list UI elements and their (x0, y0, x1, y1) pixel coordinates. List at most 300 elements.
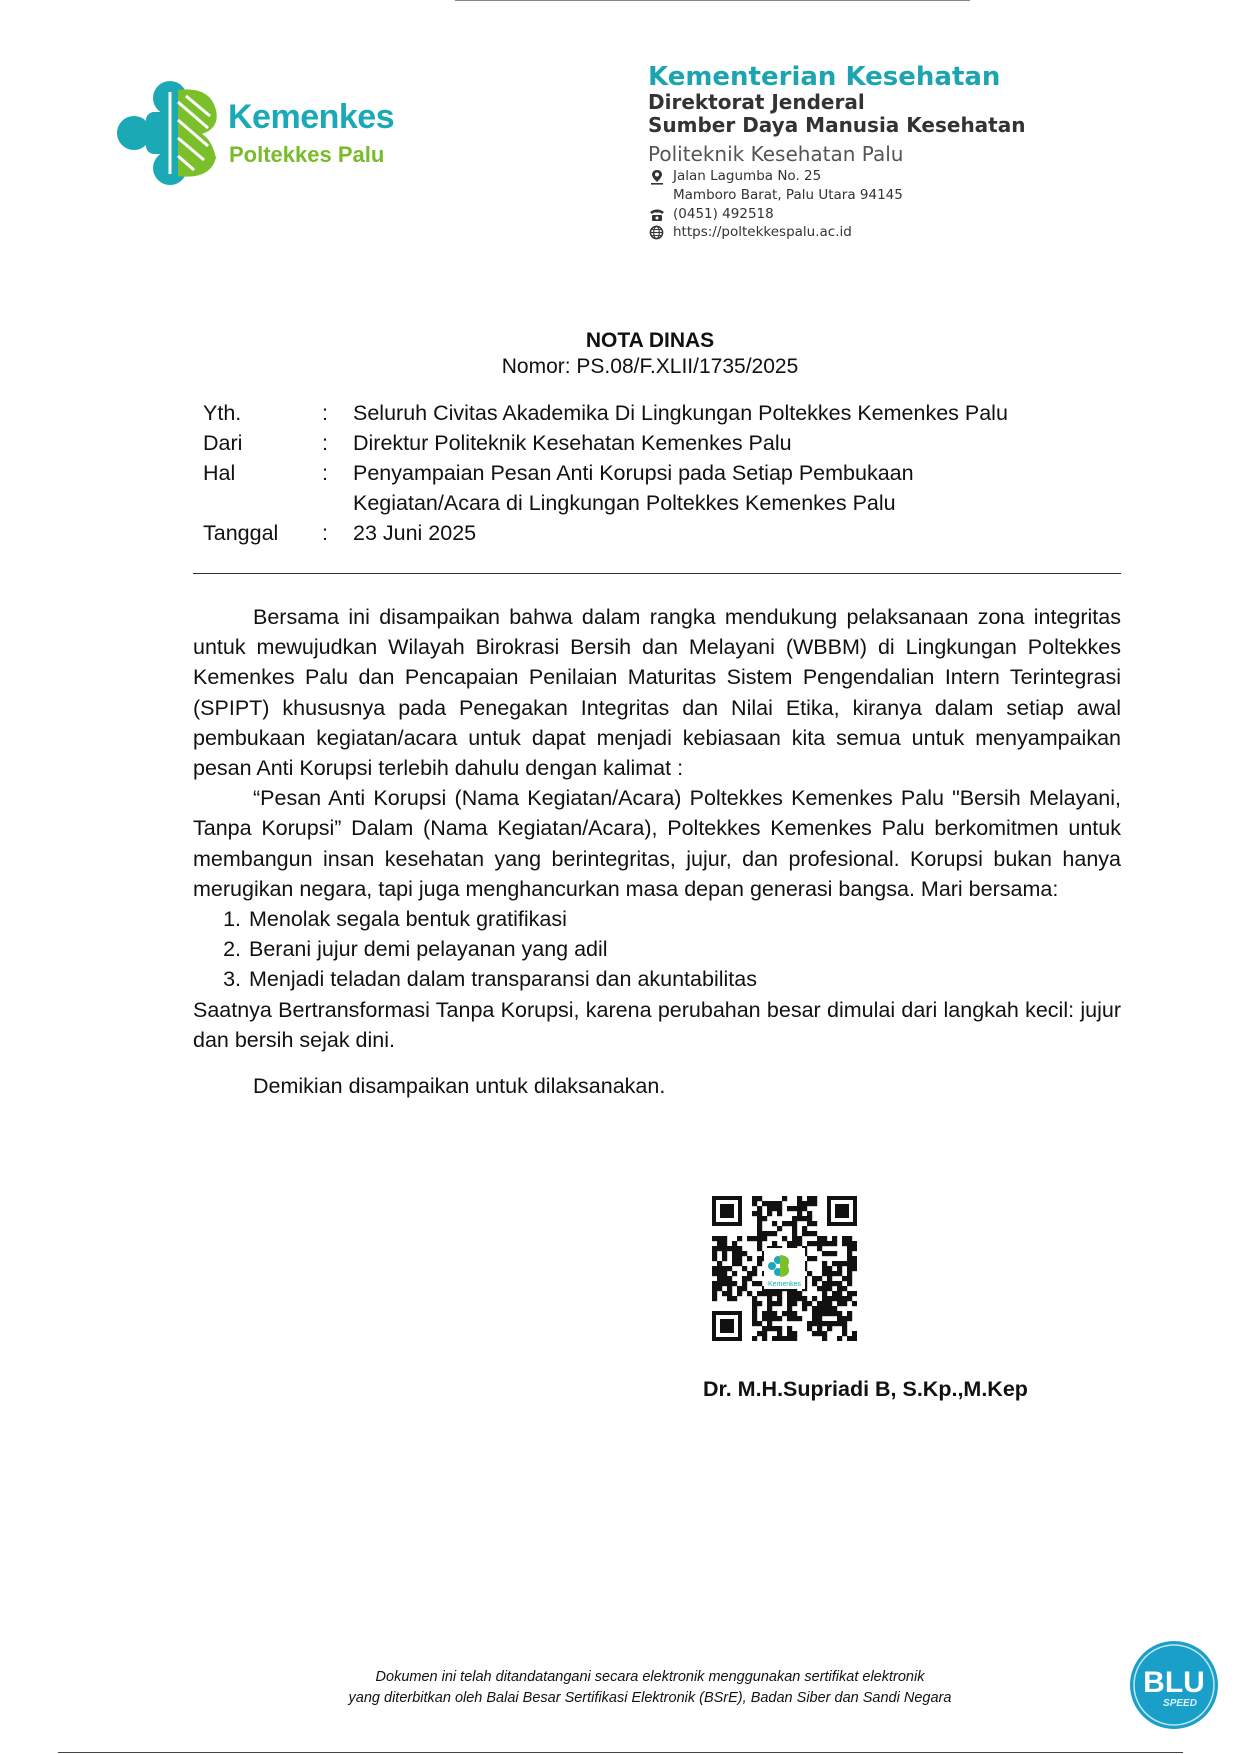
qr-module (827, 1281, 832, 1286)
qr-module (762, 1316, 767, 1321)
qr-module (837, 1316, 842, 1321)
qr-module (767, 1301, 772, 1306)
qr-module (722, 1251, 727, 1256)
qr-module (762, 1291, 767, 1296)
e-signature-note-line-2: yang diterbitkan oleh Balai Besar Sertifikasi Elektronik (BSrE), Badan Siber dan Sandi Negara (348, 1690, 952, 1706)
qr-module (787, 1296, 792, 1301)
blu-speed-badge (1128, 1639, 1220, 1731)
qr-module (837, 1271, 842, 1276)
qr-module (752, 1306, 757, 1311)
qr-module (847, 1336, 852, 1341)
address-text-2: Mamboro Barat, Palu Utara 94145 (673, 187, 903, 203)
qr-module (807, 1321, 812, 1326)
qr-module (807, 1211, 812, 1216)
qr-module (812, 1241, 817, 1246)
qr-module (767, 1211, 772, 1216)
qr-module (757, 1196, 762, 1201)
qr-module (777, 1296, 782, 1301)
qr-module (717, 1276, 722, 1281)
qr-module (742, 1266, 747, 1271)
qr-module (792, 1311, 797, 1316)
qr-module (732, 1241, 737, 1246)
qr-module (762, 1216, 767, 1221)
qr-module (842, 1296, 847, 1301)
qr-module (757, 1261, 762, 1266)
qr-module (752, 1321, 757, 1326)
qr-module (827, 1276, 832, 1281)
qr-module (772, 1291, 777, 1296)
qr-module (757, 1226, 762, 1231)
qr-module (847, 1236, 852, 1241)
qr-module (847, 1241, 852, 1246)
qr-module (847, 1266, 852, 1271)
qr-module (817, 1301, 822, 1306)
qr-module (787, 1311, 792, 1316)
telephone-icon (649, 207, 665, 222)
qr-module (832, 1321, 837, 1326)
qr-module (802, 1206, 807, 1211)
qr-module (717, 1261, 722, 1266)
tanggal-label: Tanggal (203, 521, 279, 545)
qr-module (822, 1306, 827, 1311)
qr-module (832, 1261, 837, 1266)
qr-module (722, 1241, 727, 1246)
qr-module (837, 1286, 842, 1291)
qr-module (812, 1196, 817, 1201)
qr-module (807, 1241, 812, 1246)
qr-module (782, 1311, 787, 1316)
qr-module (792, 1291, 797, 1296)
qr-module (757, 1321, 762, 1326)
qr-module (837, 1261, 842, 1266)
qr-module (767, 1206, 772, 1211)
qr-module (827, 1296, 832, 1301)
qr-module (757, 1291, 762, 1296)
qr-module (762, 1326, 767, 1331)
hal-separator: : (322, 461, 328, 485)
qr-module (732, 1296, 737, 1301)
qr-module (717, 1236, 722, 1241)
qr-module (772, 1231, 777, 1236)
qr-module (762, 1236, 767, 1241)
qr-module (837, 1266, 842, 1271)
qr-module (827, 1266, 832, 1271)
qr-module (792, 1216, 797, 1221)
hal-label: Hal (203, 461, 236, 485)
qr-module (762, 1336, 767, 1341)
ministry-name: Kementerian Kesehatan (648, 62, 1001, 92)
tanggal-value: 23 Juni 2025 (353, 521, 477, 545)
qr-module (782, 1236, 787, 1241)
signer-name: Dr. M.H.Supriadi B, S.Kp.,M.Kep (703, 1377, 1028, 1401)
document-number: Nomor: PS.08/F.XLII/1735/2025 (501, 355, 799, 378)
bottom-rule (58, 1752, 1183, 1753)
qr-module (822, 1311, 827, 1316)
qr-module (832, 1271, 837, 1276)
qr-module (757, 1246, 762, 1251)
badge-subtext: SPEED (1163, 1698, 1197, 1709)
website-text: https://poltekkespalu.ac.id (673, 224, 852, 240)
list-item: 2. Berani jujur demi pelayanan yang adil (247, 934, 1121, 964)
qr-module (812, 1316, 817, 1321)
qr-module (797, 1216, 802, 1221)
qr-module (812, 1321, 817, 1326)
qr-module (837, 1301, 842, 1306)
qr-module (847, 1276, 852, 1281)
qr-module (747, 1236, 752, 1241)
signature-qr-code (712, 1196, 857, 1341)
qr-module (822, 1296, 827, 1301)
qr-module (807, 1221, 812, 1226)
qr-module (772, 1201, 777, 1206)
qr-module (777, 1316, 782, 1321)
qr-module (712, 1271, 717, 1276)
qr-module (847, 1256, 852, 1261)
document-title: NOTA DINAS (585, 329, 715, 352)
qr-module (737, 1291, 742, 1296)
qr-module (822, 1251, 827, 1256)
qr-module (792, 1316, 797, 1321)
top-rule (455, 0, 970, 1)
qr-module (832, 1281, 837, 1286)
qr-module (757, 1241, 762, 1246)
qr-module (847, 1271, 852, 1276)
badge-text: BLU (1143, 1666, 1205, 1699)
yth-value: Seluruh Civitas Akademika Di Lingkungan Poltekkes Kemenkes Palu (353, 401, 1008, 425)
qr-module (757, 1221, 762, 1226)
qr-module (852, 1266, 857, 1271)
qr-module (752, 1281, 757, 1286)
qr-module (737, 1236, 742, 1241)
qr-module (842, 1331, 847, 1336)
qr-module (757, 1231, 762, 1236)
yth-separator: : (322, 401, 328, 425)
qr-module (817, 1246, 822, 1251)
qr-module (787, 1301, 792, 1306)
qr-module (847, 1296, 852, 1301)
qr-module (812, 1221, 817, 1226)
logo-subtitle: Poltekkes Palu (229, 142, 385, 167)
qr-module (812, 1201, 817, 1206)
qr-module (797, 1201, 802, 1206)
qr-module (717, 1246, 722, 1251)
qr-module (742, 1251, 747, 1256)
qr-module (712, 1246, 717, 1251)
qr-module (737, 1286, 742, 1291)
paragraph-closing: Demikian disampaikan untuk dilaksanakan. (253, 1074, 666, 1099)
qr-module (807, 1271, 812, 1276)
qr-module (802, 1301, 807, 1306)
paragraph-message: “Pesan Anti Korupsi (Nama Kegiatan/Acara) Poltekkes Kemenkes Palu "Bersih Melayani, Tanpa Korupsi” Dalam (Nama Kegiatan/Acara), Poltekkes Kemenkes Palu berkomitmen untuk membangun insan kesehatan yang berintegritas, jujur, dan profesional. Korupsi bukan hanya merugikan negara, tapi juga menghancurkan masa depan generasi bangsa. Mari bersama: (193, 786, 1121, 901)
qr-module (767, 1326, 772, 1331)
qr-module (787, 1241, 792, 1246)
qr-module (822, 1291, 827, 1296)
qr-module (757, 1281, 762, 1286)
qr-module (747, 1256, 752, 1261)
qr-module (772, 1336, 777, 1341)
qr-module (802, 1226, 807, 1231)
logo-name: Kemenkes (228, 98, 395, 136)
qr-module (787, 1291, 792, 1296)
qr-module (792, 1241, 797, 1246)
qr-module (747, 1291, 752, 1296)
qr-module (817, 1331, 822, 1336)
qr-module (717, 1286, 722, 1291)
qr-module (832, 1296, 837, 1301)
qr-module (757, 1211, 762, 1216)
qr-module (797, 1296, 802, 1301)
qr-module (737, 1246, 742, 1251)
qr-module (792, 1236, 797, 1241)
qr-module (842, 1261, 847, 1266)
qr-module (767, 1201, 772, 1206)
dari-separator: : (322, 431, 328, 455)
qr-module (772, 1241, 777, 1246)
qr-module (752, 1271, 757, 1276)
qr-module (832, 1236, 837, 1241)
qr-module (842, 1286, 847, 1291)
qr-module (732, 1256, 737, 1261)
qr-module (852, 1241, 857, 1246)
qr-module (767, 1291, 772, 1296)
qr-module (737, 1256, 742, 1261)
qr-module (807, 1196, 812, 1201)
paragraph-intro: Bersama ini disampaikan bahwa dalam rangka mendukung pelaksanaan zona integritas untuk mewujudkan Wilayah Birokrasi Bersih dan Melayani (WBBM) di Lingkungan Poltekkes Kemenkes Palu dan Pencapaian Penilaian Maturitas Sistem Pengendalian Intern Terintegrasi (SPIPT) khususnya pada Penegakan Integritas dan Nilai Etika, kiranya dalam setiap awal pembukaan kegiatan/acara untuk dapat menjadi kebiasaan kita semua untuk menyampaikan pesan Anti Korupsi terlebih dahulu dengan kalimat : (193, 605, 1121, 781)
qr-module (777, 1326, 782, 1331)
qr-module (837, 1296, 842, 1301)
qr-module (787, 1326, 792, 1331)
qr-module (757, 1216, 762, 1221)
qr-module (722, 1271, 727, 1276)
qr-module (792, 1206, 797, 1211)
qr-module (842, 1236, 847, 1241)
qr-module (772, 1221, 777, 1226)
qr-module (742, 1286, 747, 1291)
qr-module (767, 1321, 772, 1326)
qr-module (822, 1241, 827, 1246)
qr-module (847, 1291, 852, 1296)
qr-module (712, 1281, 717, 1286)
qr-module (792, 1226, 797, 1231)
qr-module (712, 1266, 717, 1271)
qr-module (792, 1331, 797, 1336)
qr-module (747, 1276, 752, 1281)
qr-module (827, 1241, 832, 1246)
qr-module (722, 1256, 727, 1261)
list-item: 3. Menjadi teladan dalam transparansi dan akuntabilitas (247, 964, 1121, 994)
qr-module (787, 1306, 792, 1311)
qr-module (822, 1266, 827, 1271)
qr-module (822, 1321, 827, 1326)
qr-module (797, 1316, 802, 1321)
qr-module (747, 1271, 752, 1276)
hal-value-line-1: Penyampaian Pesan Anti Korupsi pada Setiap Pembukaan (353, 461, 914, 485)
qr-module (822, 1336, 827, 1341)
qr-module (812, 1306, 817, 1311)
qr-module (847, 1246, 852, 1251)
qr-module (847, 1316, 852, 1321)
qr-module (822, 1281, 827, 1286)
qr-module (812, 1231, 817, 1236)
qr-module (832, 1241, 837, 1246)
qr-module (822, 1286, 827, 1291)
qr-module (727, 1286, 732, 1291)
qr-module (787, 1336, 792, 1341)
hal-value-line-2: Kegiatan/Acara di Lingkungan Poltekkes Kemenkes Palu (353, 491, 896, 515)
qr-module (757, 1301, 762, 1306)
qr-module (732, 1251, 737, 1256)
qr-module (792, 1296, 797, 1301)
qr-module (812, 1311, 817, 1316)
qr-module (777, 1201, 782, 1206)
qr-module (807, 1201, 812, 1206)
qr-module (812, 1281, 817, 1286)
qr-module (832, 1306, 837, 1311)
qr-module (772, 1301, 777, 1306)
qr-module (712, 1236, 717, 1241)
qr-module (752, 1311, 757, 1316)
qr-module (817, 1316, 822, 1321)
qr-module (837, 1311, 842, 1316)
qr-module (782, 1221, 787, 1226)
qr-module (712, 1296, 717, 1301)
phone-text: (0451) 492518 (673, 206, 774, 222)
qr-module (832, 1311, 837, 1316)
qr-module (767, 1311, 772, 1316)
qr-module (717, 1271, 722, 1276)
qr-module (837, 1281, 842, 1286)
qr-module (757, 1236, 762, 1241)
qr-module (802, 1216, 807, 1221)
qr-module (722, 1276, 727, 1281)
qr-module (842, 1301, 847, 1306)
qr-module (792, 1336, 797, 1341)
commitment-list (193, 904, 1121, 995)
qr-module (767, 1306, 772, 1311)
qr-module (752, 1336, 757, 1341)
qr-module (722, 1291, 727, 1296)
qr-module (797, 1291, 802, 1296)
qr-module (797, 1211, 802, 1216)
qr-module (852, 1246, 857, 1251)
qr-module (732, 1246, 737, 1251)
qr-module (722, 1266, 727, 1271)
qr-module (712, 1286, 717, 1291)
qr-module (802, 1201, 807, 1206)
qr-module (842, 1276, 847, 1281)
qr-module (727, 1296, 732, 1301)
qr-module (797, 1236, 802, 1241)
qr-module (767, 1316, 772, 1321)
qr-module (787, 1316, 792, 1321)
tanggal-separator: : (322, 521, 328, 545)
qr-module (752, 1196, 757, 1201)
qr-module (822, 1331, 827, 1336)
qr-module (847, 1311, 852, 1316)
qr-module (772, 1316, 777, 1321)
qr-module (807, 1216, 812, 1221)
qr-module (842, 1321, 847, 1326)
qr-module (712, 1256, 717, 1261)
qr-module (777, 1211, 782, 1216)
qr-module (722, 1236, 727, 1241)
qr-module (792, 1221, 797, 1226)
qr-module (852, 1256, 857, 1261)
qr-module (797, 1241, 802, 1246)
qr-module (767, 1231, 772, 1236)
qr-module (852, 1261, 857, 1266)
qr-module (777, 1206, 782, 1211)
header-divider (193, 573, 1121, 574)
qr-logo-text: Kemenkes (767, 1281, 802, 1288)
qr-module (727, 1266, 732, 1271)
qr-module (782, 1196, 787, 1201)
qr-module (807, 1256, 812, 1261)
qr-module (807, 1326, 812, 1331)
qr-module (837, 1321, 842, 1326)
qr-module (797, 1206, 802, 1211)
qr-module (852, 1301, 857, 1306)
qr-module (817, 1311, 822, 1316)
qr-module (737, 1261, 742, 1266)
qr-module (757, 1331, 762, 1336)
qr-module (822, 1236, 827, 1241)
qr-module (772, 1311, 777, 1316)
qr-module (812, 1331, 817, 1336)
qr-module (807, 1301, 812, 1306)
qr-module (827, 1306, 832, 1311)
qr-module (802, 1306, 807, 1311)
institution-name: Politeknik Kesehatan Palu (648, 142, 904, 166)
qr-module (817, 1326, 822, 1331)
qr-module (832, 1291, 837, 1296)
qr-module (797, 1196, 802, 1201)
qr-module (777, 1331, 782, 1336)
qr-module (792, 1231, 797, 1236)
qr-module (727, 1246, 732, 1251)
dari-value: Direktur Politeknik Kesehatan Kemenkes Palu (353, 431, 792, 455)
qr-module (847, 1281, 852, 1286)
list-item: 1. Menolak segala bentuk gratifikasi (247, 904, 1121, 934)
qr-module (817, 1321, 822, 1326)
qr-module (717, 1281, 722, 1286)
qr-module (717, 1266, 722, 1271)
qr-module (832, 1251, 837, 1256)
letter-body (193, 602, 1121, 1101)
qr-module (827, 1286, 832, 1291)
qr-module (787, 1221, 792, 1226)
qr-module (852, 1331, 857, 1336)
qr-module (787, 1331, 792, 1336)
qr-module (752, 1301, 757, 1306)
qr-module (742, 1281, 747, 1286)
qr-module (812, 1296, 817, 1301)
qr-module (827, 1326, 832, 1331)
qr-module (752, 1211, 757, 1216)
qr-module (777, 1291, 782, 1296)
qr-module (777, 1336, 782, 1341)
qr-module (732, 1281, 737, 1286)
qr-module (847, 1261, 852, 1266)
qr-module (732, 1261, 737, 1266)
qr-module (842, 1326, 847, 1331)
paragraph-transform: Saatnya Bertransformasi Tanpa Korupsi, karena perubahan besar dimulai dari langkah kecil: jujur dan bersih sejak dini. (193, 997, 1121, 1052)
qr-module (752, 1236, 757, 1241)
location-pin-icon (649, 169, 665, 185)
qr-module (752, 1201, 757, 1206)
qr-module (762, 1331, 767, 1336)
qr-module (817, 1241, 822, 1246)
